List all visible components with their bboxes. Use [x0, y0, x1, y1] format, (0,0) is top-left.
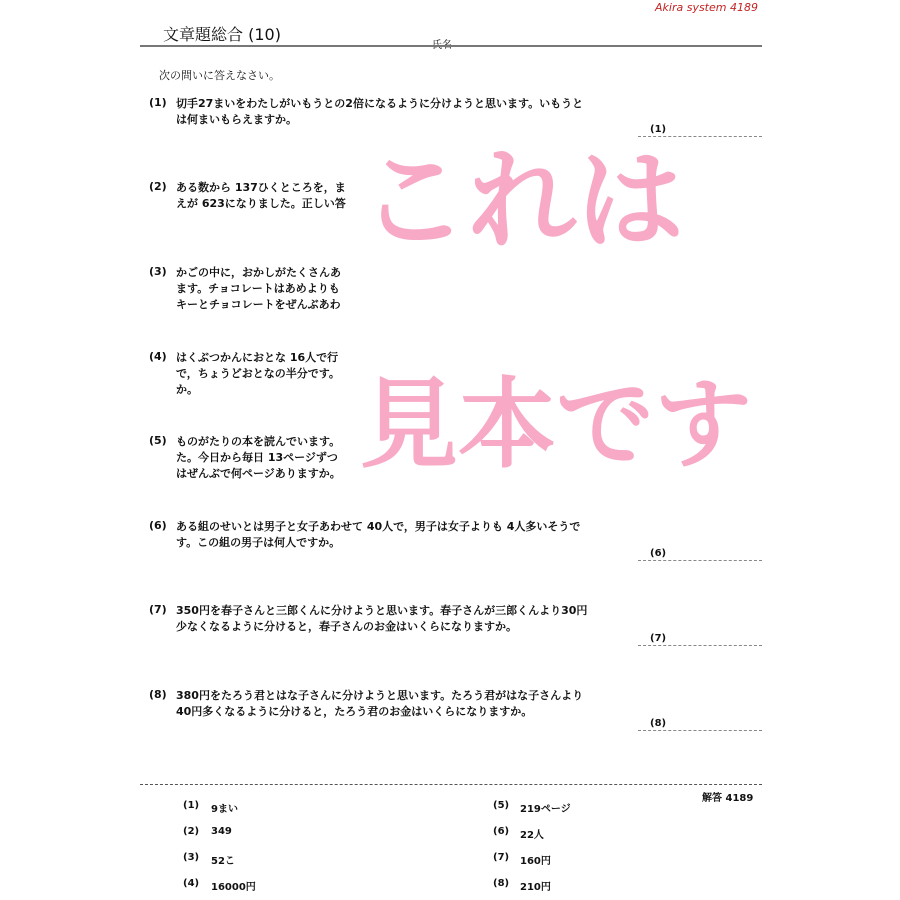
answer-key-number: (5): [493, 800, 510, 811]
answer-key-value: 349: [211, 826, 232, 837]
answer-key-value: 22人: [520, 830, 544, 841]
question-text: 切手27まいをわたしがいもうとの2倍になるように分けようと思います。いもうと は何まいもらえますか。: [176, 97, 584, 126]
answer-key-value: 16000円: [211, 882, 256, 893]
question-number: (4): [149, 350, 167, 363]
answer-key-number: (7): [493, 852, 510, 863]
answer-key-value: 219ページ: [520, 804, 571, 815]
answer-key-number: (1): [183, 800, 200, 811]
answer-key-number: (3): [183, 852, 200, 863]
answer-key-header: 解答 4189: [702, 793, 754, 804]
question-number: (6): [149, 519, 167, 532]
answer-key-number: (6): [493, 826, 510, 837]
answer-key-number: (8): [493, 878, 510, 889]
sample-watermark: 見本です: [360, 368, 753, 482]
answer-key-value: 210円: [520, 882, 551, 893]
question-number: (3): [149, 265, 167, 278]
cut-line: [140, 784, 762, 785]
question-text: 380円をたろう君とはな子さんに分けようと思います。たろう君がはな子さんより 40円多くなるように分けると，たろう君のお金はいくらになりますか。: [176, 689, 584, 718]
answer-slot[interactable]: (7): [638, 631, 762, 646]
answer-key-number: (2): [183, 826, 200, 837]
name-field-label: [432, 36, 452, 51]
question-number: (7): [149, 603, 167, 616]
worksheet-title: 文章題総合 (10): [163, 25, 281, 44]
header-rule: [140, 45, 762, 47]
brand-label: Akira system 4189: [655, 1, 758, 14]
question-text: ある数から 137ひくところを，ま えが 623になりました。正しい答: [176, 181, 346, 210]
answer-slot[interactable]: (8): [638, 716, 762, 731]
sample-watermark: これは: [360, 139, 685, 264]
question-number: (2): [149, 180, 167, 193]
question-number: (8): [149, 688, 167, 701]
answer-key-value: 52こ: [211, 856, 235, 867]
question-text: ある組のせいとは男子と女子あわせて 40人で，男子は女子よりも 4人多いそうで す。この組の男子は何人ですか。: [176, 520, 581, 549]
question-number: (5): [149, 434, 167, 447]
answer-slot[interactable]: (1): [638, 122, 762, 137]
question-text: 350円を春子さんと三郎くんに分けようと思います。春子さんが三郎くんより30円 少なくなるように分けると，春子さんのお金はいくらになりますか。: [176, 604, 588, 633]
answer-key-number: (4): [183, 878, 200, 889]
question-number: (1): [149, 96, 167, 109]
question-text: かごの中に，おかしがたくさんあ ます。チョコレートはあめよりも キーとチョコレートをぜんぶあわ: [176, 266, 341, 311]
instruction-text: 次の問いに答えなさい。: [159, 69, 280, 82]
answer-slot[interactable]: (6): [638, 546, 762, 561]
question-text: はくぶつかんにおとな 16人で行 で，ちょうどおとなの半分です。 か。: [176, 351, 340, 396]
answer-key-value: 160円: [520, 856, 551, 867]
answer-key-value: 9まい: [211, 804, 238, 815]
question-text: ものがたりの本を読んでいます。 た。今日から毎日 13ページずつ はぜんぶで何ページありますか。: [176, 435, 341, 480]
